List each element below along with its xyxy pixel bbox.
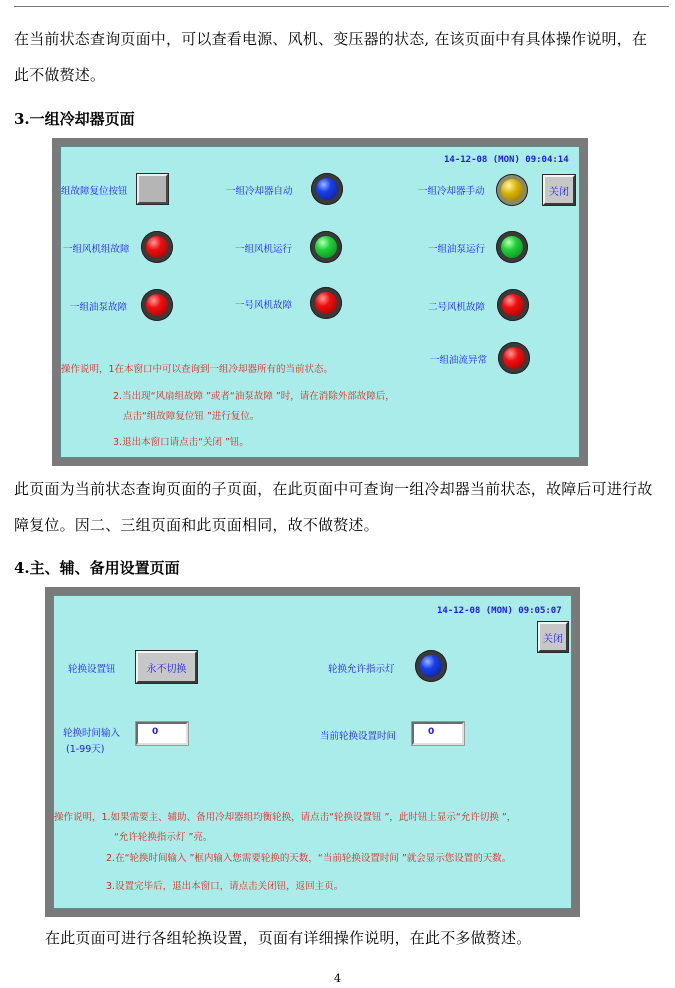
instructions-line-1: 操作说明，1在本窗口中可以查询到一组冷却器所有的当前状态。 [61, 364, 334, 375]
instructions-line-3: 点击“组故障复位钮 ”进行复位。 [123, 411, 260, 422]
instructions-2-line-1: 操作说明，1.如果需要主、辅助、备用冷却器组均衡轮换，请点击“轮换设置钮 ”，此时钮上显示“允许切换 ”， [54, 812, 517, 823]
pump-running-label: 一组油泵运行 [428, 244, 486, 255]
instructions-2-line-3: 2.在“轮换时间输入 ”框内输入您需要轮换的天数，“当前轮换设置时间 ”就会显示您设置的天数。 [106, 853, 512, 864]
permit-lamp-label: 轮换允许指示灯 [328, 664, 395, 675]
header-rule [14, 6, 669, 7]
close-button[interactable]: 关闭 [543, 175, 575, 205]
section-4-description: 在此页面可进行各组轮换设置，页面有详细操作说明，在此不多做赘述。 [45, 929, 532, 947]
clock-readout: 14-12-08 (MON) 09:04:14 [444, 155, 569, 165]
pump-running-lamp [496, 231, 528, 263]
oil-flow-abnormal-label: 一组油流异常 [430, 355, 488, 366]
section-3-description [14, 471, 664, 543]
oil-flow-abnormal-lamp [498, 342, 530, 374]
instructions-2-line-4: 3.设置完毕后，退出本窗口，请点击关闭钮，返回主页。 [106, 881, 344, 892]
pump-fault-label: 一组油泵故障 [70, 302, 128, 313]
section-3-heading: 3.一组冷却器页面 [14, 110, 135, 128]
fan2-fault-label: 二号风机故障 [428, 302, 486, 313]
intro-paragraph [14, 21, 664, 93]
close-button-2[interactable]: 关闭 [538, 622, 568, 652]
fan-group-fault-label: 一组风机组故障 [63, 244, 130, 255]
rotation-settings-panel [45, 587, 580, 917]
after3-line-1: 此页面为当前状态查询页面的子页面，在此页面中可查询一组冷却器当前状态，故障后可进行故 [14, 480, 653, 498]
fan1-fault-label: 一号风机故障 [235, 300, 293, 311]
time-input-label: 轮换时间输入 [63, 728, 121, 739]
clock-readout-2: 14-12-08 (MON) 09:05:07 [437, 606, 562, 616]
panel-1-screen [60, 146, 580, 458]
section-4-heading: 4.主、辅、备用设置页面 [14, 559, 180, 577]
intro-line-2: 此不做赘述。 [14, 66, 106, 84]
group-fault-reset-button[interactable] [137, 174, 168, 204]
instructions-line-4: 3.退出本窗口请点击“关闭 ”钮。 [113, 437, 249, 448]
auto-label: 一组冷却器自动 [226, 186, 293, 197]
fan1-fault-lamp [310, 287, 342, 319]
intro-line-1: 在当前状态查询页面中，可以查看电源、风机、变压器的状态, 在该页面中有具体操作说明，在 [14, 30, 648, 48]
after3-line-2: 障复位。因二、三组页面和此页面相同，故不做赘述。 [14, 516, 379, 534]
reset-button-label: 组故障复位按钮 [61, 186, 128, 197]
auto-indicator-lamp [311, 173, 343, 205]
fan-running-lamp [310, 231, 342, 263]
time-input-range: (1-99天) [66, 744, 105, 755]
fan2-fault-lamp [497, 289, 529, 321]
fan-group-fault-lamp [141, 231, 173, 263]
current-rotation-days-display: 0 [412, 722, 464, 745]
pump-fault-lamp [141, 289, 173, 321]
rotation-days-input[interactable]: 0 [136, 722, 188, 745]
rotation-permit-lamp [415, 650, 447, 682]
panel-2-screen [53, 595, 572, 909]
manual-label: 一组冷却器手动 [418, 186, 485, 197]
cooler-group-1-panel [52, 138, 588, 466]
instructions-line-2: 2.当出现“风扇组故障 ”或者“油泵故障 ”时，请在消除外部故障后， [113, 391, 395, 402]
instructions-2-line-2: “允许轮换指示灯 ”亮。 [114, 832, 213, 843]
rotation-toggle-button[interactable]: 永不切换 [136, 651, 197, 683]
fan-running-label: 一组风机运行 [235, 244, 293, 255]
manual-indicator-lamp [496, 174, 528, 206]
page-number: 4 [334, 972, 341, 985]
rotation-button-label: 轮换设置钮 [68, 664, 116, 675]
current-time-label: 当前轮换设置时间 [320, 731, 397, 742]
